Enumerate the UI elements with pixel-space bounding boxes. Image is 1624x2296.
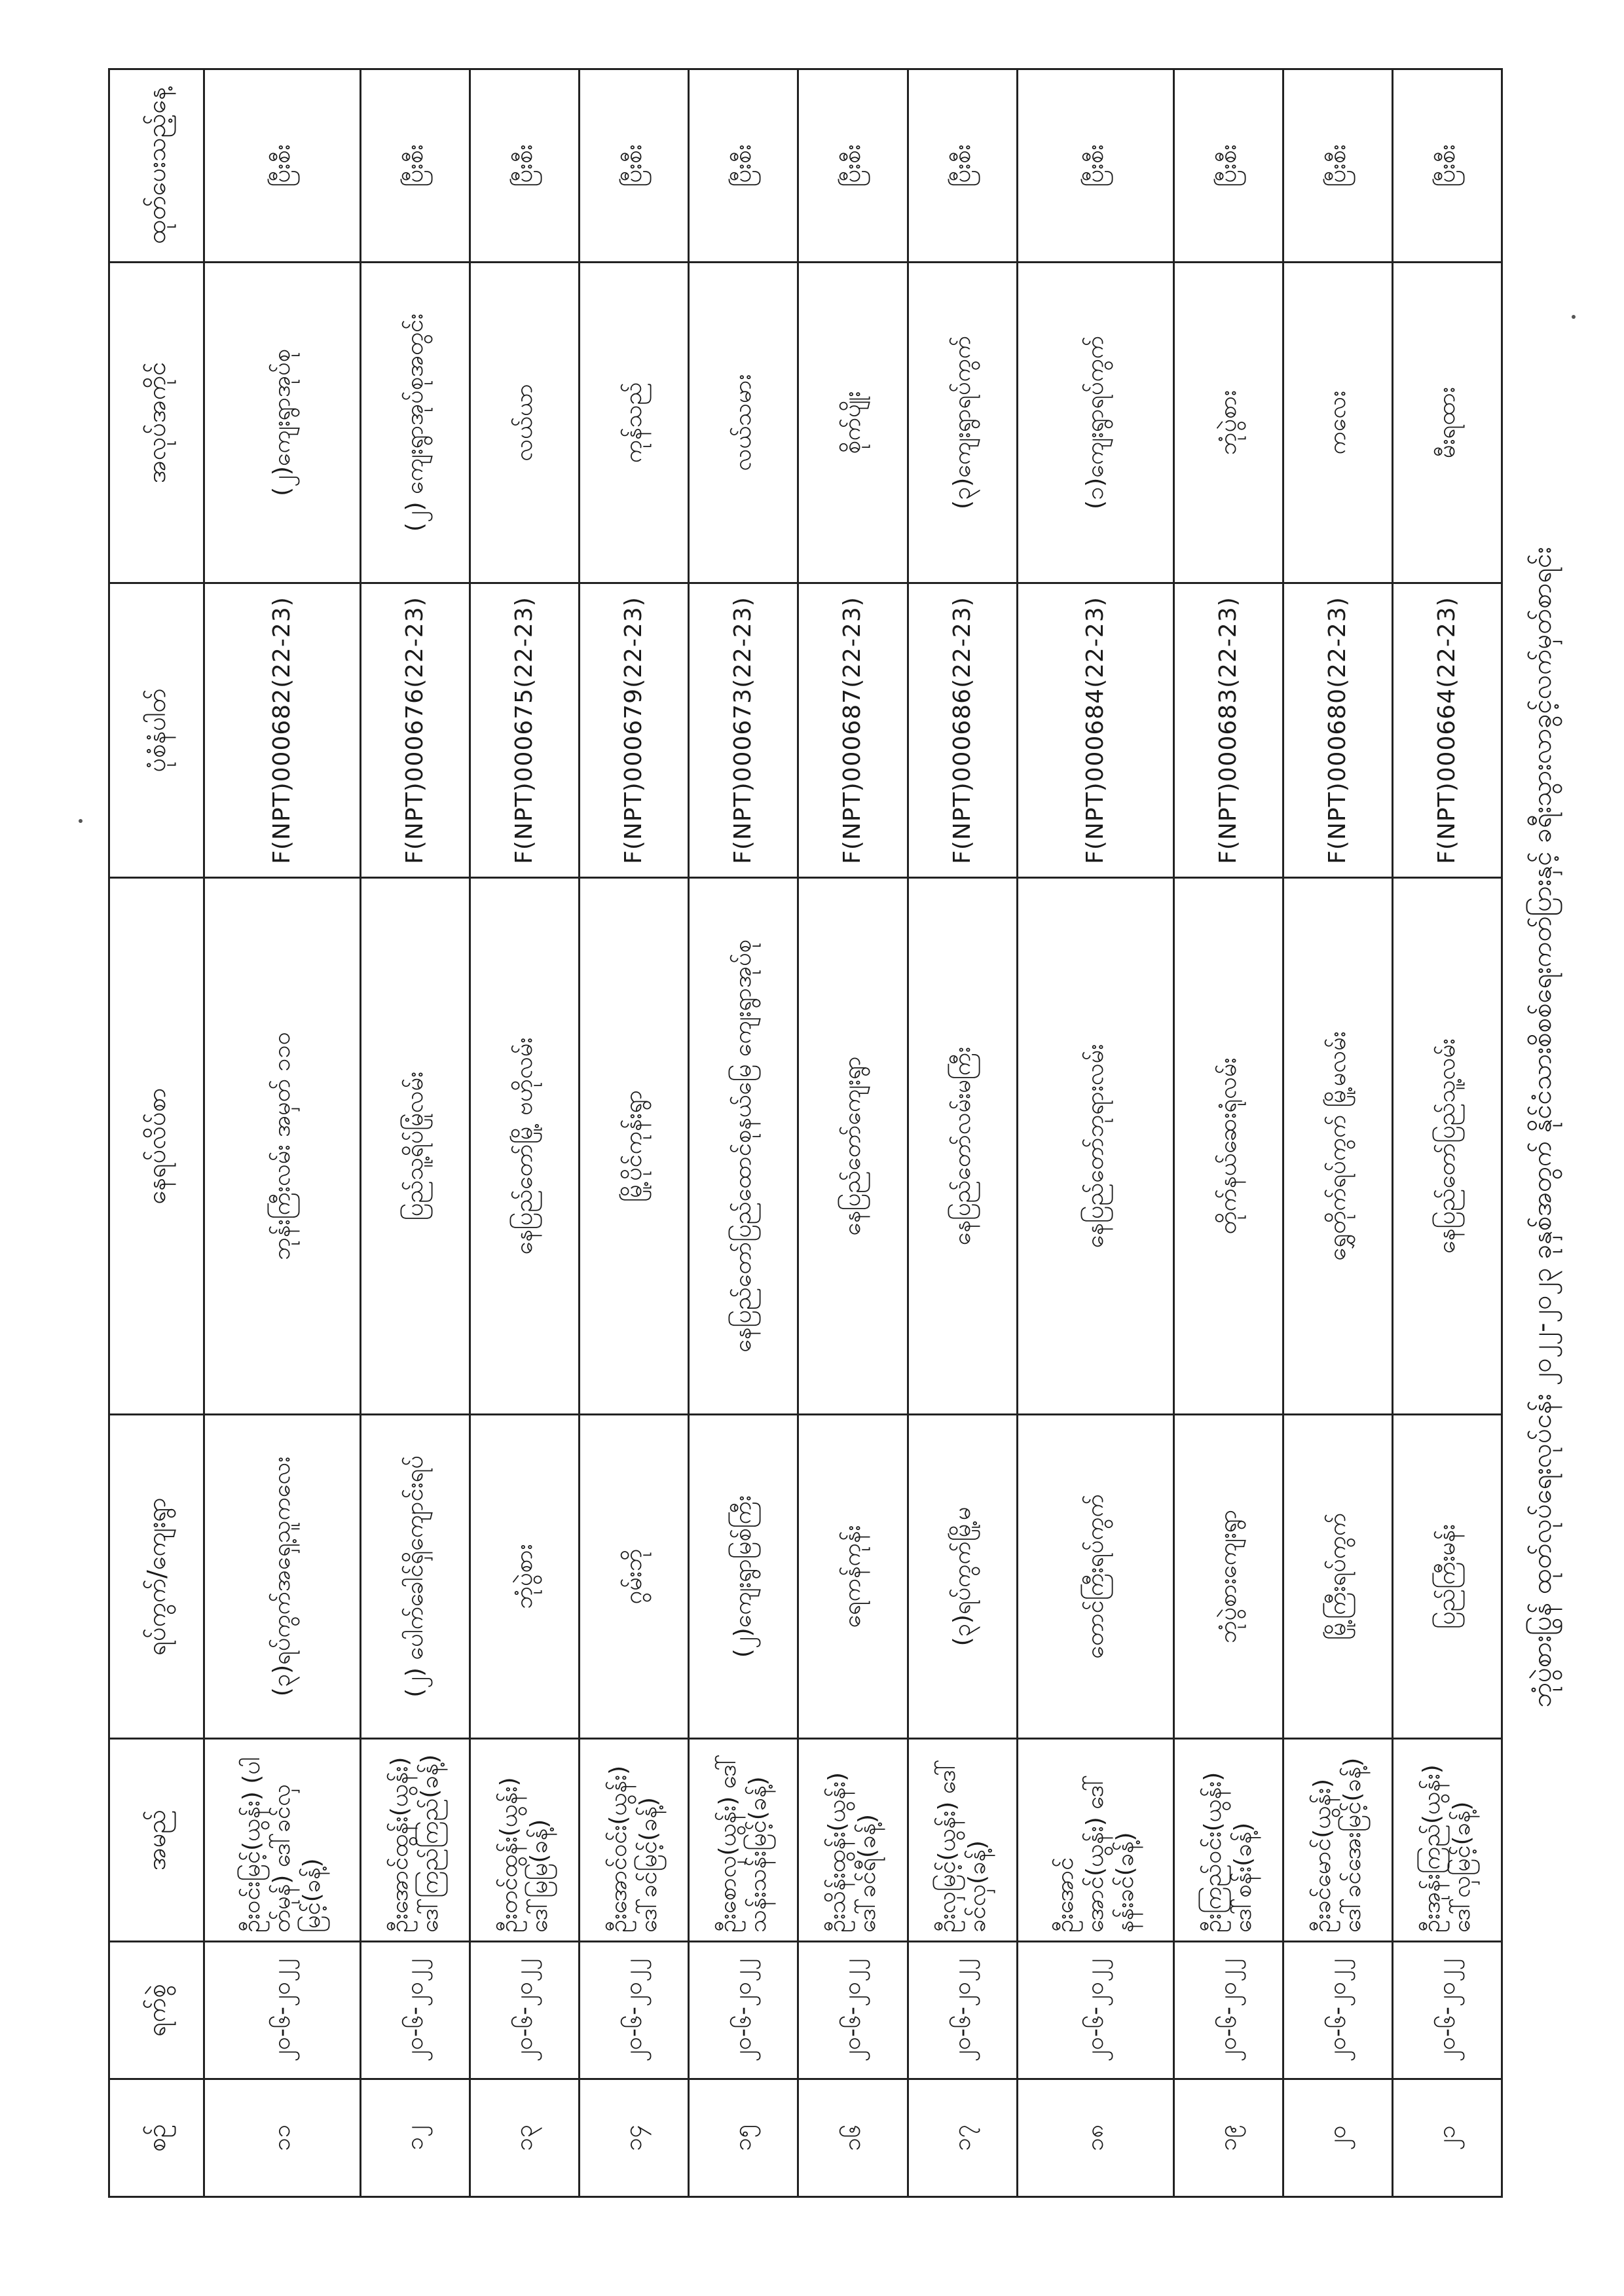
cell-serial: ၁၂ <box>360 2079 470 2197</box>
cell-occupation: ဘုံပွဲစား <box>1173 263 1283 583</box>
cell-name: ဦးအောင်ဝင်း(ယွန်း) ဒေါ်ခင်မြင့်(ခန့်) <box>580 1739 689 1942</box>
cell-name: ဦးဝင်းမြင့်(ယွန်း) (ပါတ်မုန်) ဒေါ်ခင်လှမြင့်(ခန့်) <box>204 1739 361 1942</box>
cell-date: ၂၀-၆-၂၀၂၂ <box>798 1942 908 2079</box>
cell-occupation: လယ်သမား <box>689 263 798 583</box>
cell-form-number: F(NPT)000679(22-23) <box>580 583 689 878</box>
table-row <box>360 69 470 2197</box>
cell-address: နေပြည်တော်ပြည်သူ့လမ်း <box>1392 878 1502 1415</box>
table-row <box>1392 69 1502 2197</box>
cell-form-number: F(NPT)000675(22-23) <box>470 583 580 878</box>
table-row <box>1017 69 1173 2197</box>
cell-date: ၂၀-၆-၂၀၂၂ <box>908 1942 1017 2079</box>
cell-form-number: F(NPT)000673(22-23) <box>689 583 798 878</box>
header-quarter: ရပ်ကွက်/ကျေးရွာ <box>109 1415 204 1739</box>
cell-serial: ၁၉ <box>1173 2079 1283 2197</box>
document-title: ဘုံပွဲစားပြွန် ထုတ်လုပ်ရေးလုပ်ငန်း ၂၀၂၂-၂၀၂၃ ခုနှစ်အတွက် နိုင်ငံသားစိစစ်ရေးကတ်ပြားနှင့် ခရီးသွားလာခွင့်လက်မှတ်စာရင်း <box>1527 547 1557 1708</box>
table-header-row <box>109 69 204 2197</box>
cell-name: ဦးအောင်ထွန်း(ယွန်း) ဒေါ်ကြည်ကြည်(ခန့်) <box>360 1739 470 1942</box>
cell-quarter: ရေကန်ကုန်း <box>798 1415 908 1739</box>
cell-occupation: (၁)ကျေးရွာရပ်ကွက် <box>1017 263 1173 583</box>
cell-date: ၂၀-၆-၂၀၂၂ <box>1173 1942 1283 2079</box>
cell-form-number: F(NPT)000680(22-23) <box>1283 583 1392 878</box>
cell-status: ပြီးစီး <box>1173 69 1283 263</box>
cell-status: ပြီးစီး <box>1017 69 1173 263</box>
header-date: ရက်စွဲ <box>109 1942 204 2079</box>
cell-name: ဦးခင်မောင်(ယွန်း) ဒေါ်ခင်အေးမြင့်(ခန့်) <box>1283 1739 1392 1942</box>
cell-name: ဦးသိန်းထွန်း(ယွန်း) ဒေါ်ခင်ရီ(ခန့်) <box>798 1739 908 1942</box>
cell-date: ၂၀-၆-၂၀၂၂ <box>470 1942 580 2079</box>
cell-serial: ၁၇ <box>908 2079 1017 2197</box>
cell-occupation: စိုက်ပျိုး <box>798 263 908 583</box>
cell-quarter: (၂)ကျေးရွာမြစ်ကြီး <box>689 1415 798 1739</box>
cell-serial: ၂၀ <box>1283 2079 1392 2197</box>
table-row <box>580 69 689 2197</box>
table-row <box>689 69 798 2197</box>
cell-serial: ၁၆ <box>798 2079 908 2197</box>
cell-quarter: ဘုံပွဲစား <box>470 1415 580 1739</box>
cell-form-number: F(NPT)000684(22-23) <box>1017 583 1173 878</box>
cell-status: ပြီးစီး <box>798 69 908 263</box>
header-name: အမည် <box>109 1739 204 1942</box>
cell-occupation: လယ်ယာ <box>470 263 580 583</box>
cell-occupation: (၃)ကျေးရွာရပ်ကွက် <box>908 263 1017 583</box>
cell-status: ပြီးစီး <box>204 69 361 263</box>
cell-address: ပြည်သူ့ရိပ်မြုံလမ်း <box>360 878 470 1415</box>
cell-serial: ၂၁ <box>1392 2079 1502 2197</box>
cell-occupation: ကလေး <box>1283 263 1392 583</box>
scan-speck <box>79 819 83 823</box>
cell-address: မြို့ပိုင်ကုန်းရွာ <box>580 878 689 1415</box>
cell-form-number: F(NPT)000687(22-23) <box>798 583 908 878</box>
cell-address: တိုက်နယ်ဆေးရုံလမ်း <box>1173 878 1283 1415</box>
header-address: နေရပ်လိပ်စာ <box>109 878 204 1415</box>
cell-name: ဦးကြည်ဝင်း(ယွန်း) ဒေါ်စန်း(ခန့်) <box>1173 1739 1283 1942</box>
header-form-number: ပုံစံနံပါတ် <box>109 583 204 878</box>
cell-address: ရွှေတိုက်ရပ်ကွက် မြို့မလမ်း <box>1283 878 1392 1415</box>
scan-speck <box>1572 315 1576 319</box>
cell-occupation: (၂)ကျေးရွာအုပ်စု <box>204 263 361 583</box>
cell-occupation: မီးရထား <box>1392 263 1502 583</box>
cell-serial: ၁၄ <box>580 2079 689 2197</box>
cell-form-number: F(NPT)000682(22-23) <box>204 583 361 878</box>
header-occupation: အလုပ်အကိုင် <box>109 263 204 583</box>
cell-address: နေပြည်တော်ဘုရားလမ်း <box>1017 878 1173 1415</box>
cell-quarter: မြို့ကြီးရပ်ကွက် <box>1283 1415 1392 1739</box>
header-status: ထုတ်ပေးသည့်နေ့ <box>109 69 204 263</box>
cell-form-number: F(NPT)000683(22-23) <box>1173 583 1283 878</box>
cell-date: ၂၀-၆-၂၀၂၂ <box>1283 1942 1392 2079</box>
cell-quarter: (၃)ရပ်ကွက်မြို့မ <box>908 1415 1017 1739</box>
cell-form-number: F(NPT)000686(22-23) <box>908 583 1017 878</box>
cell-status: ပြီးစီး <box>1283 69 1392 263</box>
cell-status: ပြီးစီး <box>360 69 470 263</box>
cell-address: ဘုန်းကြီးလမ်း အမှတ် ၁၁၀ <box>204 878 361 1415</box>
table-row <box>1283 69 1392 2197</box>
cell-quarter: ဘုံပွဲစားကျေးရွာ <box>1173 1415 1283 1739</box>
cell-address: နေပြည်တော်ကျေးရွာ <box>798 878 908 1415</box>
table-row <box>908 69 1017 2197</box>
cell-quarter: တောင်ကြီးရပ်ကွက် <box>1017 1415 1173 1739</box>
cell-quarter: ဂွမ်းဘို <box>580 1415 689 1739</box>
cell-name: ဦးအုန်းကြည်(ယွန်း) ဒေါ်လှမြင့်(ခန့်) <box>1392 1739 1502 1942</box>
cell-quarter: (၂) ပေါက်ခေါင်ရှိကျောင်းရပ် <box>360 1415 470 1739</box>
cell-address: နေပြည်တော်မြို့ ဗဟိုလမ်း <box>470 878 580 1415</box>
cell-status: ပြီးစီး <box>580 69 689 263</box>
cell-quarter: (၃)ရပ်ကွက်အရှေ့သူကလေး <box>204 1415 361 1739</box>
cell-date: ၂၀-၆-၂၀၂၂ <box>689 1942 798 2079</box>
cell-date: ၂၀-၆-၂၀၂၂ <box>360 1942 470 2079</box>
cell-status: ပြီးစီး <box>908 69 1017 263</box>
table-row <box>1173 69 1283 2197</box>
cell-date: ၂၀-၆-၂၀၂၂ <box>1017 1942 1173 2079</box>
cell-quarter: ပြည်ကြီးမန်း <box>1392 1415 1502 1739</box>
cell-date: ၂၀-၆-၂၀၂၂ <box>204 1942 361 2079</box>
cell-form-number: F(NPT)000664(22-23) <box>1392 583 1502 878</box>
cell-status: ပြီးစီး <box>1392 69 1502 263</box>
cell-status: ပြီးစီး <box>689 69 798 263</box>
table-row <box>204 69 361 2197</box>
cell-date: ၂၀-၆-၂၀၂၂ <box>580 1942 689 2079</box>
cell-address: နေပြည်တော်ပြည်ထောင်စုနယ်မြေ ကျေးရွာအုပ်စု <box>689 878 798 1415</box>
cell-date: ၂၀-၆-၂၀၂၂ <box>1392 1942 1502 2079</box>
cell-serial: ၁၅ <box>689 2079 798 2197</box>
cell-occupation: ကုန်သည် <box>580 263 689 583</box>
table-row <box>798 69 908 2197</box>
cell-form-number: F(NPT)000676(22-23) <box>360 583 470 878</box>
cell-serial: ၁၈ <box>1017 2079 1173 2197</box>
cell-status: ပြီးစီး <box>470 69 580 263</box>
header-serial: စဉ် <box>109 2079 204 2197</box>
cell-serial: ၁၃ <box>470 2079 580 2197</box>
cell-name: ဦးစောလှ(ယွန်း) ဒေါ်သန်းသန်းမြင့်(ခန့်) <box>689 1739 798 1942</box>
cell-serial: ၁၁ <box>204 2079 361 2197</box>
record-table <box>108 68 1503 2198</box>
cell-address: နေပြည်တော်လမ်းမကြီး <box>908 878 1017 1415</box>
cell-name: ဦးအောင်အောင်(ယွန်း) ဒေါ်နန်းခင်(ခန့်) <box>1017 1739 1173 1942</box>
cell-name: ဦးတင်ထွန်း(ယွန်း) ဒေါ်မြမြ(ခန့်) <box>470 1739 580 1942</box>
cell-name: ဦးလှမြင့်(ယွန်း) ဒေါ်ခင်လှ(ခန့်) <box>908 1739 1017 1942</box>
cell-occupation: (၂) ကျေးရွာအုပ်စုအတွင်း <box>360 263 470 583</box>
table-row <box>470 69 580 2197</box>
